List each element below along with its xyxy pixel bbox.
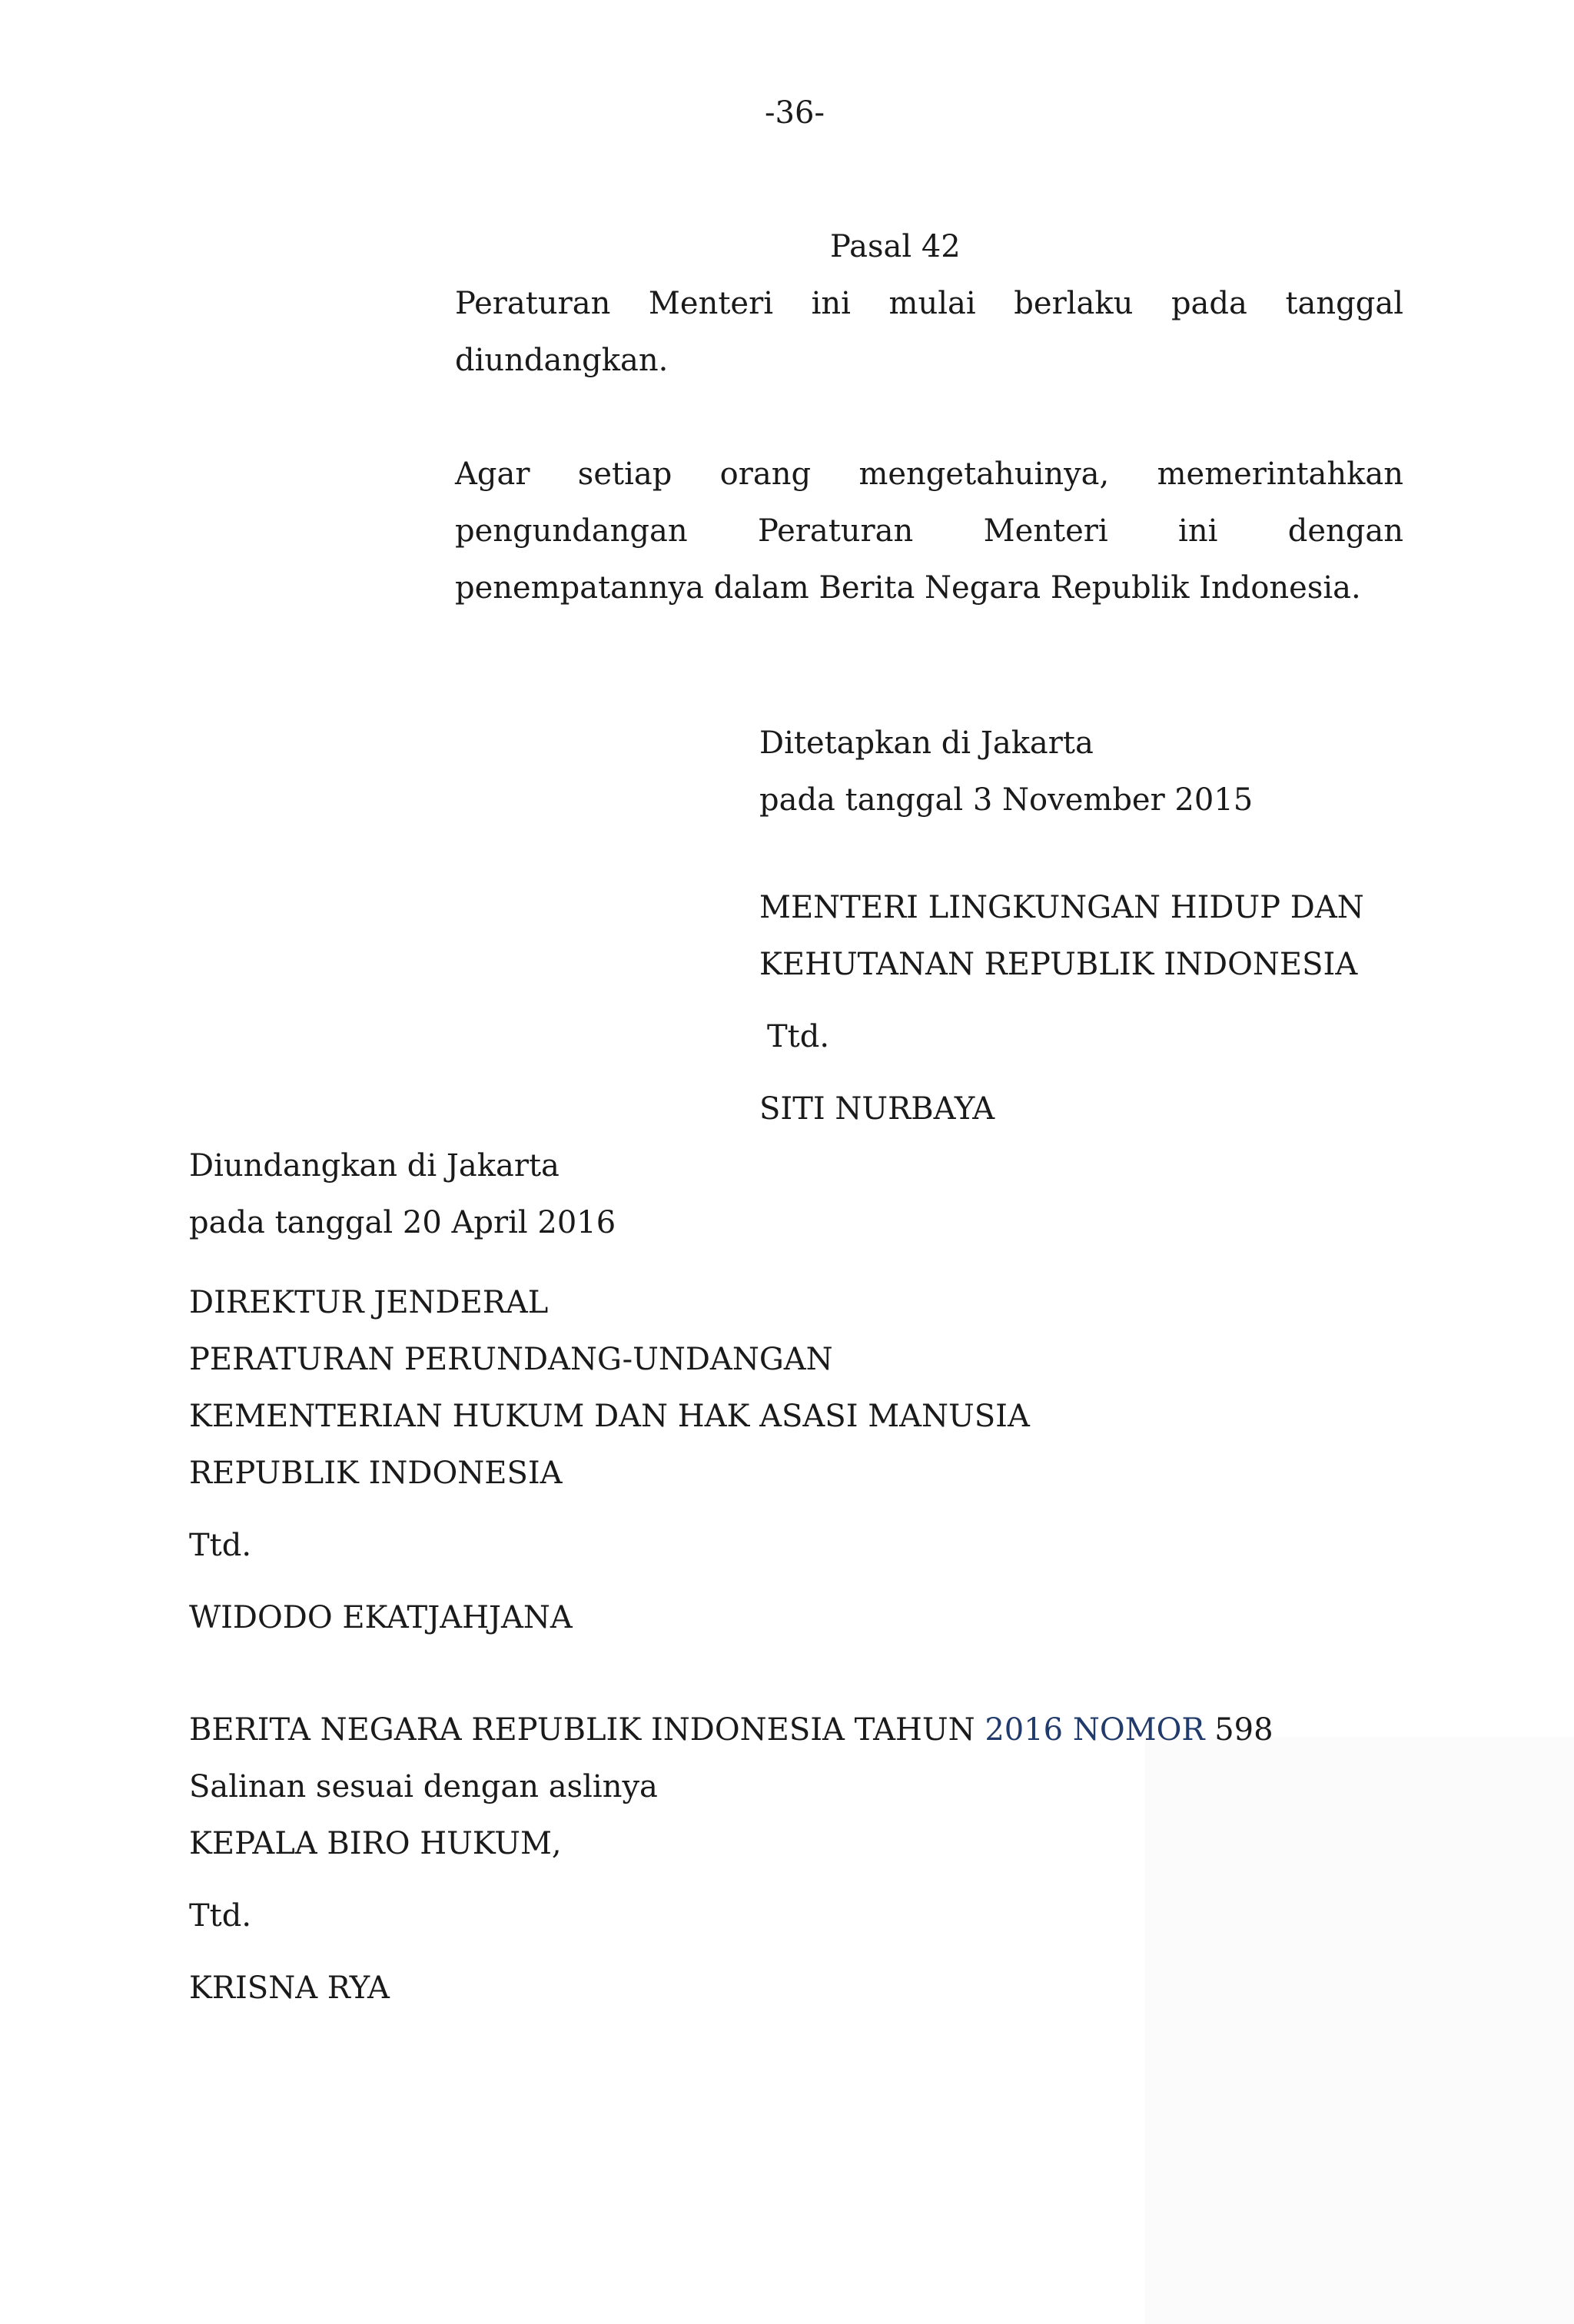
enactment-place: Ditetapkan di Jakarta [759,725,1094,761]
certification-signature-mark: Ttd. [189,1898,252,1934]
paragraph-line: diundangkan. [455,343,669,378]
certification-name: KRISNA RYA [189,1970,390,2006]
paragraph-line: penempatannya dalam Berita Negara Republik Indonesia. [455,570,1361,606]
promulgation-date: pada tanggal 20 April 2016 [189,1205,616,1240]
director-title-line-2: PERATURAN PERUNDANG-UNDANGAN [189,1342,833,1377]
article-heading: Pasal 42 [830,229,961,264]
gazette-reference [189,1702,1273,1758]
paragraph-line: Peraturan Menteri ini mulai berlaku pada tanggal [455,286,1403,321]
article-paragraph-1 [455,275,1403,389]
paragraph-line: pengundangan Peraturan Menteri ini dengan [455,513,1403,549]
director-name: WIDODO EKATJAHJANA [189,1600,573,1635]
director-title-line-3: KEMENTERIAN HUKUM DAN HAK ASASI MANUSIA [189,1399,1030,1434]
article-paragraph-2 [455,446,1403,616]
director-signature-mark: Ttd. [189,1528,252,1563]
gazette-suffix: 598 [1204,1712,1273,1748]
minister-signature-mark: Ttd. [767,1019,830,1054]
minister-title-line-2: KEHUTANAN REPUBLIK INDONESIA [759,947,1358,982]
director-title-line-4: REPUBLIK INDONESIA [189,1456,563,1491]
page-number: -36- [765,95,825,131]
promulgation-place: Diundangkan di Jakarta [189,1148,560,1184]
gazette-prefix: BERITA NEGARA REPUBLIK INDONESIA TAHUN [189,1712,985,1748]
minister-name: SITI NURBAYA [759,1091,995,1127]
scan-shading [1145,1737,1574,2324]
minister-title-line-1: MENTERI LINGKUNGAN HIDUP DAN [759,890,1364,925]
certification-line-2: KEPALA BIRO HUKUM, [189,1826,562,1861]
paragraph-line: Agar setiap orang mengetahuinya, memerintahkan [455,456,1403,492]
enactment-date: pada tanggal 3 November 2015 [759,782,1254,818]
certification-line-1: Salinan sesuai dengan aslinya [189,1769,658,1804]
director-title-line-1: DIREKTUR JENDERAL [189,1285,549,1320]
gazette-highlight: 2016 NOMOR [985,1712,1205,1748]
